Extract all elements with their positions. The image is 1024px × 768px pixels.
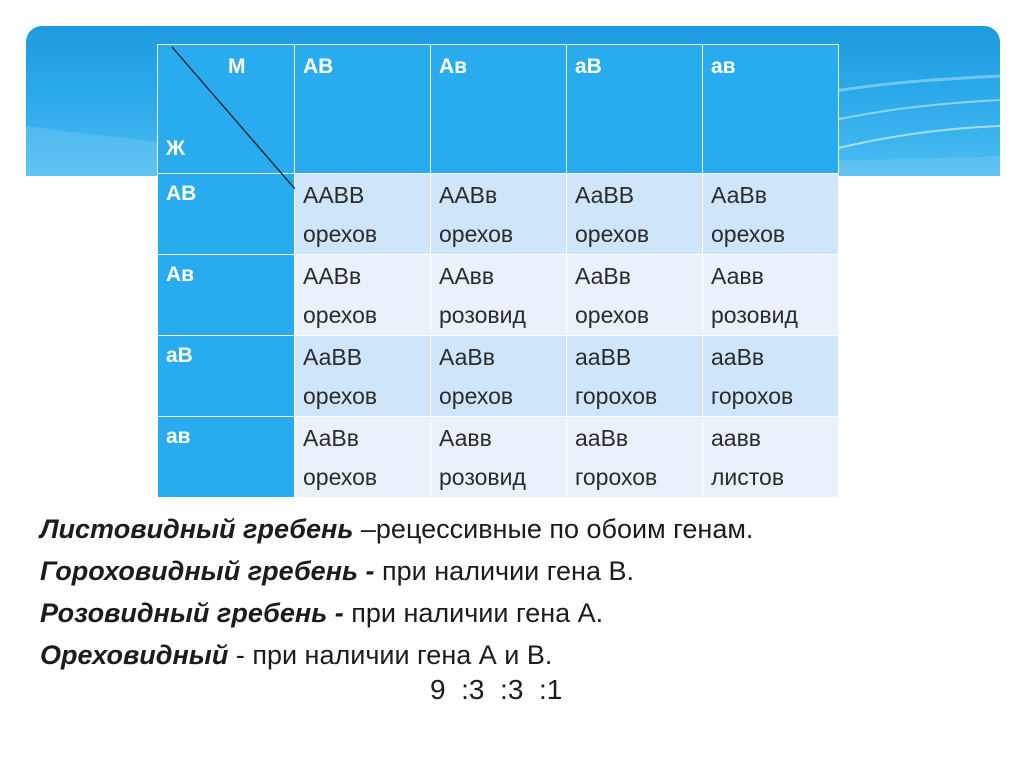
- row-header-label: Ав: [166, 263, 195, 286]
- col-header-label: АВ: [303, 55, 334, 78]
- table-cell: [567, 174, 703, 255]
- table-cell: [703, 174, 839, 255]
- phenotype: горохов: [575, 464, 658, 490]
- note-term: Листовидный гребень: [40, 514, 361, 544]
- phenotype: орехов: [575, 302, 650, 328]
- phenotype: орехов: [575, 221, 650, 247]
- table-cell: [295, 417, 431, 498]
- genotype: ААВВ: [303, 182, 365, 208]
- col-header: [431, 45, 567, 174]
- table-row: [158, 255, 839, 336]
- row-header: [158, 417, 295, 498]
- phenotype: горохов: [711, 383, 794, 409]
- genotype: АаВВ: [303, 344, 363, 370]
- diagonal-divider: [158, 45, 295, 190]
- phenotype: орехов: [711, 221, 786, 247]
- phenotype: розовид: [439, 464, 526, 490]
- note-text: при наличии гена В.: [382, 556, 634, 586]
- row-header-label: ав: [166, 425, 191, 448]
- phenotype: горохов: [575, 383, 658, 409]
- table-cell: [567, 417, 703, 498]
- row-header-label: АВ: [166, 182, 197, 205]
- note-line: [40, 592, 1000, 634]
- col-header-label: аВ: [575, 55, 602, 78]
- table-row: [158, 417, 839, 498]
- genotype: ААВв: [439, 182, 498, 208]
- genotype: АаВв: [303, 425, 359, 451]
- genotype: АаВв: [575, 263, 631, 289]
- table-cell: [431, 174, 567, 255]
- genotype: Аавв: [711, 263, 764, 289]
- note-line: [40, 550, 1000, 592]
- genotype: ааВв: [575, 425, 629, 451]
- phenotype: листов: [711, 464, 785, 490]
- phenotype: розовид: [711, 302, 798, 328]
- female-label: Ж: [166, 137, 185, 160]
- phenotype: орехов: [439, 383, 514, 409]
- header-row: [158, 45, 839, 174]
- phenotype: розовид: [439, 302, 526, 328]
- col-header: [703, 45, 839, 174]
- table-cell: [567, 336, 703, 417]
- row-header-label: аВ: [166, 344, 193, 367]
- genotype: Аавв: [439, 425, 492, 451]
- col-header-label: Ав: [439, 55, 468, 78]
- corner-cell: [158, 45, 295, 174]
- genotype: АаВв: [439, 344, 495, 370]
- punnett-square: [157, 44, 839, 498]
- row-header: [158, 255, 295, 336]
- explanation-notes: [40, 508, 1000, 676]
- note-text: –рецессивные по обоим генам.: [360, 514, 754, 544]
- note-term: Ореховидный: [40, 640, 236, 670]
- table-cell: [431, 255, 567, 336]
- table-cell: [703, 417, 839, 498]
- genotype: ааВВ: [575, 344, 632, 370]
- phenotype: орехов: [439, 221, 514, 247]
- table-cell: [703, 255, 839, 336]
- note-text: - при наличии гена А и В.: [235, 640, 553, 670]
- male-label: М: [228, 55, 246, 78]
- note-line: [40, 634, 1000, 676]
- col-header: [295, 45, 431, 174]
- table-cell: [295, 255, 431, 336]
- table-row: [158, 336, 839, 417]
- table-cell: [703, 336, 839, 417]
- genotype: АаВВ: [575, 182, 635, 208]
- phenotype: орехов: [303, 302, 378, 328]
- col-header-label: ав: [711, 55, 736, 78]
- phenotype: орехов: [303, 383, 378, 409]
- genotype: ААвв: [439, 263, 495, 289]
- table-cell: [431, 336, 567, 417]
- table-cell: [295, 336, 431, 417]
- genotype: аавв: [711, 425, 762, 451]
- table-cell: [567, 255, 703, 336]
- note-text: при наличии гена А.: [351, 598, 604, 628]
- genotype: ааВв: [711, 344, 765, 370]
- note-line: [40, 508, 1000, 550]
- table-cell: [295, 174, 431, 255]
- genotype: АаВв: [711, 182, 767, 208]
- col-header: [567, 45, 703, 174]
- genotype: ААВв: [303, 263, 362, 289]
- note-term: Гороховидный гребень -: [40, 556, 383, 586]
- note-term: Розовидный гребень -: [40, 598, 352, 628]
- phenotype: орехов: [303, 464, 378, 490]
- phenotype: орехов: [303, 221, 378, 247]
- phenotype-ratio: 9 :3 :3 :1: [430, 674, 563, 705]
- row-header: [158, 336, 295, 417]
- table-cell: [431, 417, 567, 498]
